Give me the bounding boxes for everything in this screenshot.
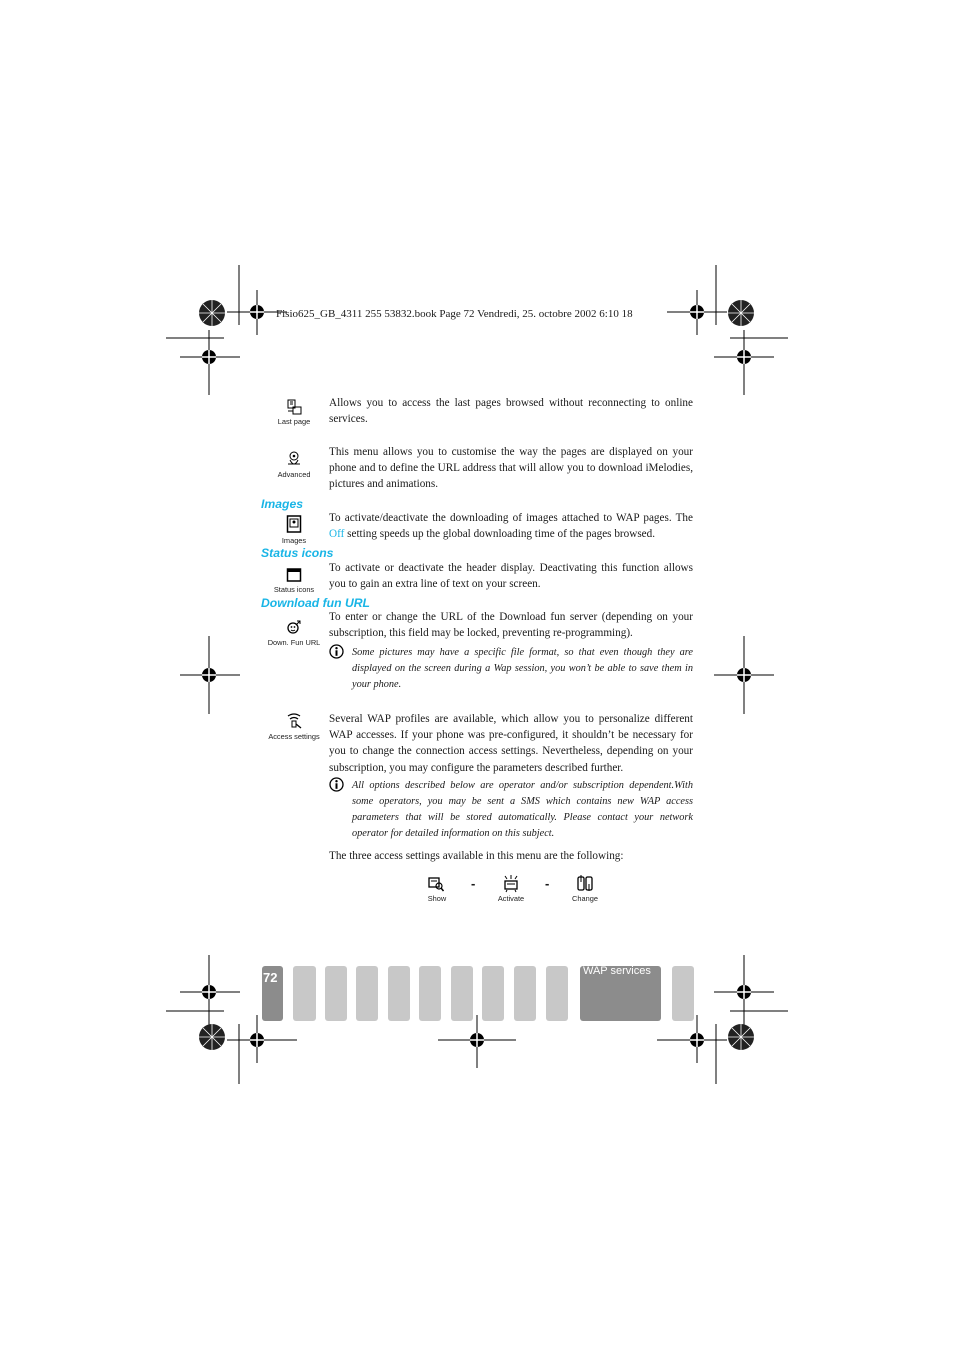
separator: - [545, 876, 550, 891]
download-fun-url-label: Down. Fun URL [267, 638, 321, 647]
last-page-label: Last page [277, 417, 311, 426]
status-icons-heading: Status icons [261, 546, 334, 560]
info-note-icon [329, 777, 344, 792]
access-settings-icon [254, 713, 334, 734]
chapter-tab [419, 966, 441, 1021]
images-off-setting: Off [329, 528, 345, 541]
status-icons-icon [254, 567, 334, 587]
chapter-tab [325, 966, 347, 1021]
images-text-after: setting speeds up the global downloading time of the pages browsed. [344, 528, 656, 541]
chapter-tab [388, 966, 410, 1021]
chapter-tab [356, 966, 378, 1021]
download-fun-url-heading: Download fun URL [261, 596, 370, 610]
chapter-tab [546, 966, 568, 1021]
advanced-text: This menu allows you to customise the way the pages are displayed on your phone and to define the URL address that will allow you to download iMelodies, pictures and animations. [329, 446, 693, 491]
access-settings-note: All options described below are operator and/or subscription dependent.With some operators, you may be sent a SMS which contains new WAP access parameters that will be stored automatically. Please contact your network operator for detailed information on this subject. [352, 780, 693, 839]
show-label: Show [427, 894, 447, 903]
chapter-tab [514, 966, 536, 1021]
activate-label: Activate [497, 894, 525, 903]
chapter-tab [672, 966, 694, 1021]
images-heading: Images [261, 497, 304, 511]
images-text-before: To activate/deactivate the downloading of images attached to WAP pages. The [329, 512, 693, 524]
download-fun-url-text: To enter or change the URL of the Download fun server (depending on your subscription, this field may be locked, preventing re-programming). [329, 611, 693, 640]
status-icons-label: Status icons [273, 585, 315, 594]
download-fun-url-note: Some pictures may have a specific file format, so that even though they are displayed on the screen during a Wap session, you won’t be able to save them in your phone. [352, 647, 693, 690]
page-number: 72 [263, 970, 278, 985]
images-label: Images [281, 536, 307, 545]
access-settings-text: Several WAP profiles are available, which allow you to personalize different WAP accesses. If your phone was pre-configured, it shouldn’t be necessary for you to change the connection access settings. Nevertheless, depending on your subscription, you may configure the parameters described further. [329, 713, 693, 774]
advanced-label: Advanced [277, 470, 311, 479]
change-label: Change [572, 894, 598, 903]
section-title: WAP services [583, 965, 651, 977]
status-icons-text: To activate or deactivate the header display. Deactivating this function allows you to gain an extra line of text on your screen. [329, 562, 693, 591]
images-text [329, 510, 693, 542]
book-header: Fisio625_GB_4311 255 53832.book Page 72 Vendredi, 25. octobre 2002 6:10 18 [276, 308, 633, 320]
images-icon [254, 515, 334, 538]
last-page-text: Allows you to access the last pages browsed without reconnecting to online services. [329, 397, 693, 426]
info-note-icon [329, 644, 344, 659]
chapter-tab [451, 966, 473, 1021]
access-settings-summary: The three access settings available in this menu are the following: [329, 850, 624, 862]
separator: - [471, 876, 476, 891]
access-settings-label: Access settings [268, 732, 320, 741]
chapter-tab [482, 966, 504, 1021]
chapter-tab [293, 966, 316, 1021]
